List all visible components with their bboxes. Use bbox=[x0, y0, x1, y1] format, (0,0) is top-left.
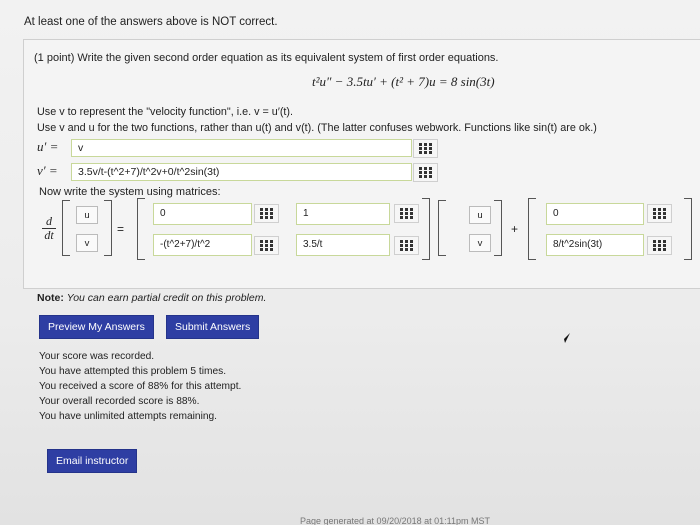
grid-icon[interactable] bbox=[647, 204, 672, 223]
u-prime-input[interactable]: v bbox=[71, 139, 412, 157]
forcing-right-bracket bbox=[684, 198, 692, 260]
forcing-f1-input[interactable]: 0 bbox=[546, 203, 644, 225]
lhs-vector-v: v bbox=[76, 234, 98, 252]
ddt-denominator: dt bbox=[44, 228, 54, 242]
matrix-right-bracket bbox=[422, 198, 430, 260]
derivative-operator bbox=[42, 215, 56, 242]
score-line: You have unlimited attempts remaining. bbox=[39, 411, 218, 422]
email-instructor-button[interactable]: Email instructor bbox=[47, 449, 137, 473]
submit-answers-button[interactable]: Submit Answers bbox=[166, 315, 259, 339]
rhs-vector-left-bracket bbox=[438, 200, 446, 256]
ddt-numerator: d bbox=[42, 215, 56, 229]
matrix-a11-input[interactable]: 0 bbox=[153, 203, 252, 225]
grid-icon[interactable] bbox=[254, 236, 279, 255]
instruction-velocity: Use v to represent the "velocity function", i.e. v = u′(t). bbox=[37, 106, 294, 118]
grid-icon[interactable] bbox=[413, 139, 438, 158]
score-line: Your overall recorded score is 88%. bbox=[39, 396, 200, 407]
rhs-vector-u: u bbox=[469, 206, 491, 224]
plus-sign: + bbox=[511, 222, 519, 236]
v-prime-input[interactable]: 3.5v/t-(t^2+7)/t^2v+0/t^2sin(3t) bbox=[71, 163, 412, 181]
grid-icon[interactable] bbox=[254, 204, 279, 223]
error-warning: At least one of the answers above is NOT correct. bbox=[24, 16, 278, 28]
problem-prompt: (1 point) Write the given second order equation as its equivalent system of first order equations. bbox=[34, 52, 499, 64]
rhs-vector-v: v bbox=[469, 234, 491, 252]
grid-icon[interactable] bbox=[413, 163, 438, 182]
rhs-vector-right-bracket bbox=[494, 200, 502, 256]
matrix-left-bracket bbox=[137, 198, 145, 260]
matrix-a12-input[interactable]: 1 bbox=[296, 203, 390, 225]
v-prime-label: v′ = bbox=[37, 163, 58, 178]
lhs-vector-left-bracket bbox=[62, 200, 70, 256]
forcing-f2-input[interactable]: 8/t^2sin(3t) bbox=[546, 234, 644, 256]
lhs-vector-u: u bbox=[76, 206, 98, 224]
lhs-vector-right-bracket bbox=[104, 200, 112, 256]
grid-icon[interactable] bbox=[647, 236, 672, 255]
instruction-functions: Use v and u for the two functions, rather than u(t) and v(t). (The latter confuses webwork. Functions like sin(t) are ok.) bbox=[37, 122, 597, 134]
preview-answers-button[interactable]: Preview My Answers bbox=[39, 315, 154, 339]
grid-icon[interactable] bbox=[394, 204, 419, 223]
forcing-left-bracket bbox=[528, 198, 536, 260]
system-prompt: Now write the system using matrices: bbox=[39, 186, 221, 198]
partial-credit-note bbox=[37, 292, 266, 304]
matrix-a21-input[interactable]: -(t^2+7)/t^2 bbox=[153, 234, 252, 256]
given-equation: t²u″ − 3.5tu′ + (t² + 7)u = 8 sin(3t) bbox=[312, 74, 495, 89]
note-label: Note: bbox=[37, 292, 64, 304]
score-line: You have attempted this problem 5 times. bbox=[39, 366, 227, 377]
note-text: You can earn partial credit on this problem. bbox=[66, 292, 267, 304]
matrix-a22-input[interactable]: 3.5/t bbox=[296, 234, 390, 256]
score-line: You received a score of 88% for this attempt. bbox=[39, 381, 242, 392]
grid-icon[interactable] bbox=[394, 236, 419, 255]
u-prime-label: u′ = bbox=[37, 139, 59, 154]
equals-sign: = bbox=[117, 222, 125, 236]
page-generated-footer: Page generated at 09/20/2018 at 01:11pm MST bbox=[300, 516, 490, 525]
mouse-pointer-icon bbox=[559, 331, 571, 349]
score-line: Your score was recorded. bbox=[39, 351, 155, 362]
